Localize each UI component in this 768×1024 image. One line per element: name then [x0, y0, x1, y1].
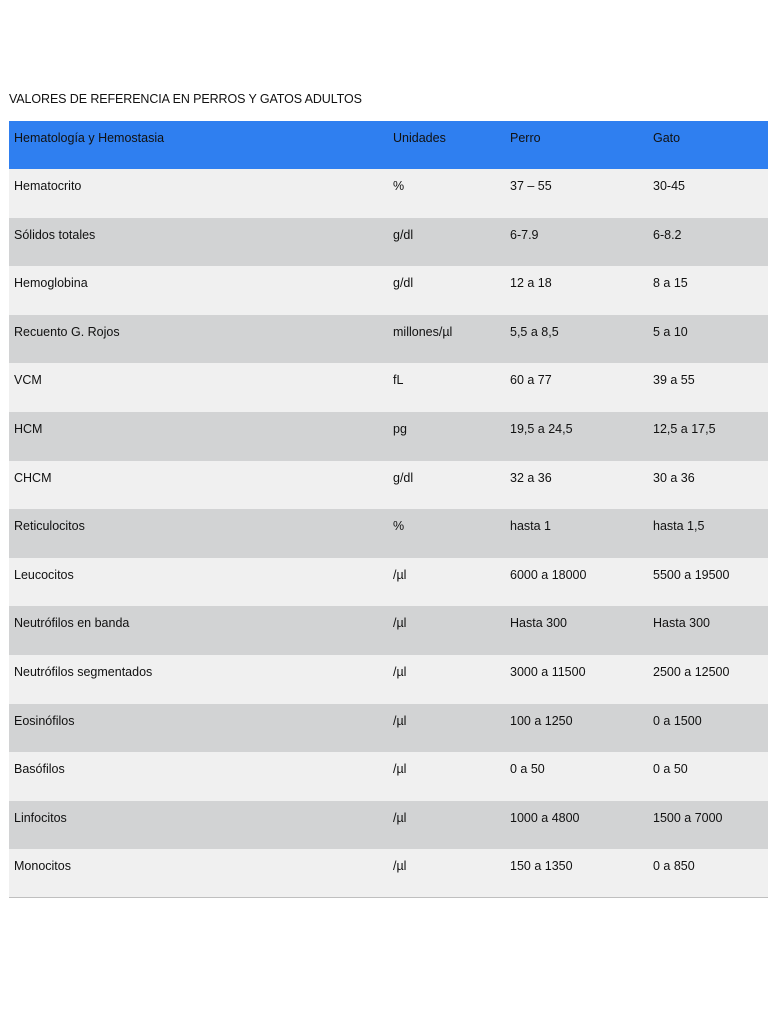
cat-value-cell: 0 a 1500	[653, 713, 702, 728]
units-cell: /µl	[393, 762, 407, 777]
parameter-cell: Basófilos	[14, 762, 65, 777]
table-row	[9, 169, 768, 218]
table-row	[9, 315, 768, 364]
cat-value-cell: 12,5 a 17,5	[653, 421, 716, 436]
units-cell: /µl	[393, 616, 407, 631]
units-cell: fL	[393, 373, 404, 388]
header-hematology: Hematología y Hemostasia	[14, 131, 165, 145]
cat-value-cell: 1500 a 7000	[653, 810, 723, 825]
dog-value-cell: 3000 a 11500	[510, 664, 586, 679]
dog-value-cell: 32 a 36	[510, 470, 552, 485]
page-title: VALORES DE REFERENCIA EN PERROS Y GATOS ADULTOS	[9, 92, 362, 106]
table-body	[9, 169, 768, 898]
table-row	[9, 752, 768, 801]
table-row	[9, 558, 768, 607]
table-row	[9, 704, 768, 753]
parameter-cell: CHCM	[14, 470, 52, 485]
parameter-cell: Leucocitos	[14, 567, 74, 582]
parameter-cell: Monocitos	[14, 859, 71, 874]
cat-value-cell: 30 a 36	[653, 470, 695, 485]
dog-value-cell: 12 a 18	[510, 276, 552, 291]
table-row	[9, 849, 768, 898]
dog-value-cell: 0 a 50	[510, 762, 545, 777]
units-cell: g/dl	[393, 227, 414, 242]
dog-value-cell: 150 a 1350	[510, 859, 573, 874]
table-row	[9, 801, 768, 850]
dog-value-cell: 60 a 77	[510, 373, 552, 388]
parameter-cell: Neutrófilos segmentados	[14, 664, 153, 679]
cat-value-cell: 5500 a 19500	[653, 567, 730, 582]
parameter-cell: Hematocrito	[14, 179, 82, 193]
units-cell: millones/µl	[393, 324, 453, 339]
parameter-cell: Recuento G. Rojos	[14, 324, 120, 339]
dog-value-cell: hasta 1	[510, 519, 552, 534]
parameter-cell: Reticulocitos	[14, 519, 85, 534]
table-row	[9, 266, 768, 315]
header-cat: Gato	[653, 131, 681, 145]
cat-value-cell: hasta 1,5	[653, 519, 705, 534]
cat-value-cell: 6-8.2	[653, 227, 682, 242]
table-row	[9, 606, 768, 655]
table-row	[9, 509, 768, 558]
units-cell: /µl	[393, 859, 407, 874]
reference-values-table	[9, 121, 768, 898]
cat-value-cell: 8 a 15	[653, 276, 688, 291]
parameter-cell: Linfocitos	[14, 810, 67, 825]
table-row	[9, 363, 768, 412]
dog-value-cell: 19,5 a 24,5	[510, 421, 573, 436]
dog-value-cell: 100 a 1250	[510, 713, 573, 728]
header-units: Unidades	[393, 131, 446, 145]
units-cell: g/dl	[393, 276, 414, 291]
dog-value-cell: 37 – 55	[510, 179, 552, 193]
cat-value-cell: 5 a 10	[653, 324, 688, 339]
units-cell: pg	[393, 421, 407, 436]
cat-value-cell: 0 a 850	[653, 859, 695, 874]
units-cell: /µl	[393, 664, 407, 679]
dog-value-cell: Hasta 300	[510, 616, 567, 631]
dog-value-cell: 6-7.9	[510, 227, 539, 242]
parameter-cell: Neutrófilos en banda	[14, 616, 130, 631]
units-cell: %	[393, 519, 405, 534]
table-row	[9, 412, 768, 461]
table-row	[9, 461, 768, 510]
units-cell: /µl	[393, 713, 407, 728]
table-header-row	[9, 121, 768, 169]
parameter-cell: Hemoglobina	[14, 276, 88, 291]
units-cell: /µl	[393, 810, 407, 825]
table-row	[9, 655, 768, 704]
parameter-cell: Eosinófilos	[14, 713, 75, 728]
dog-value-cell: 6000 a 18000	[510, 567, 587, 582]
units-cell: /µl	[393, 567, 407, 582]
table-row	[9, 218, 768, 267]
units-cell: %	[393, 179, 405, 193]
cat-value-cell: 2500 a 12500	[653, 664, 730, 679]
parameter-cell: Sólidos totales	[14, 227, 96, 242]
cat-value-cell: Hasta 300	[653, 616, 710, 631]
cat-value-cell: 39 a 55	[653, 373, 695, 388]
cat-value-cell: 0 a 50	[653, 762, 688, 777]
parameter-cell: HCM	[14, 421, 43, 436]
header-dog: Perro	[510, 131, 541, 145]
units-cell: g/dl	[393, 470, 414, 485]
dog-value-cell: 5,5 a 8,5	[510, 324, 559, 339]
dog-value-cell: 1000 a 4800	[510, 810, 580, 825]
cat-value-cell: 30-45	[653, 179, 685, 193]
parameter-cell: VCM	[14, 373, 42, 388]
